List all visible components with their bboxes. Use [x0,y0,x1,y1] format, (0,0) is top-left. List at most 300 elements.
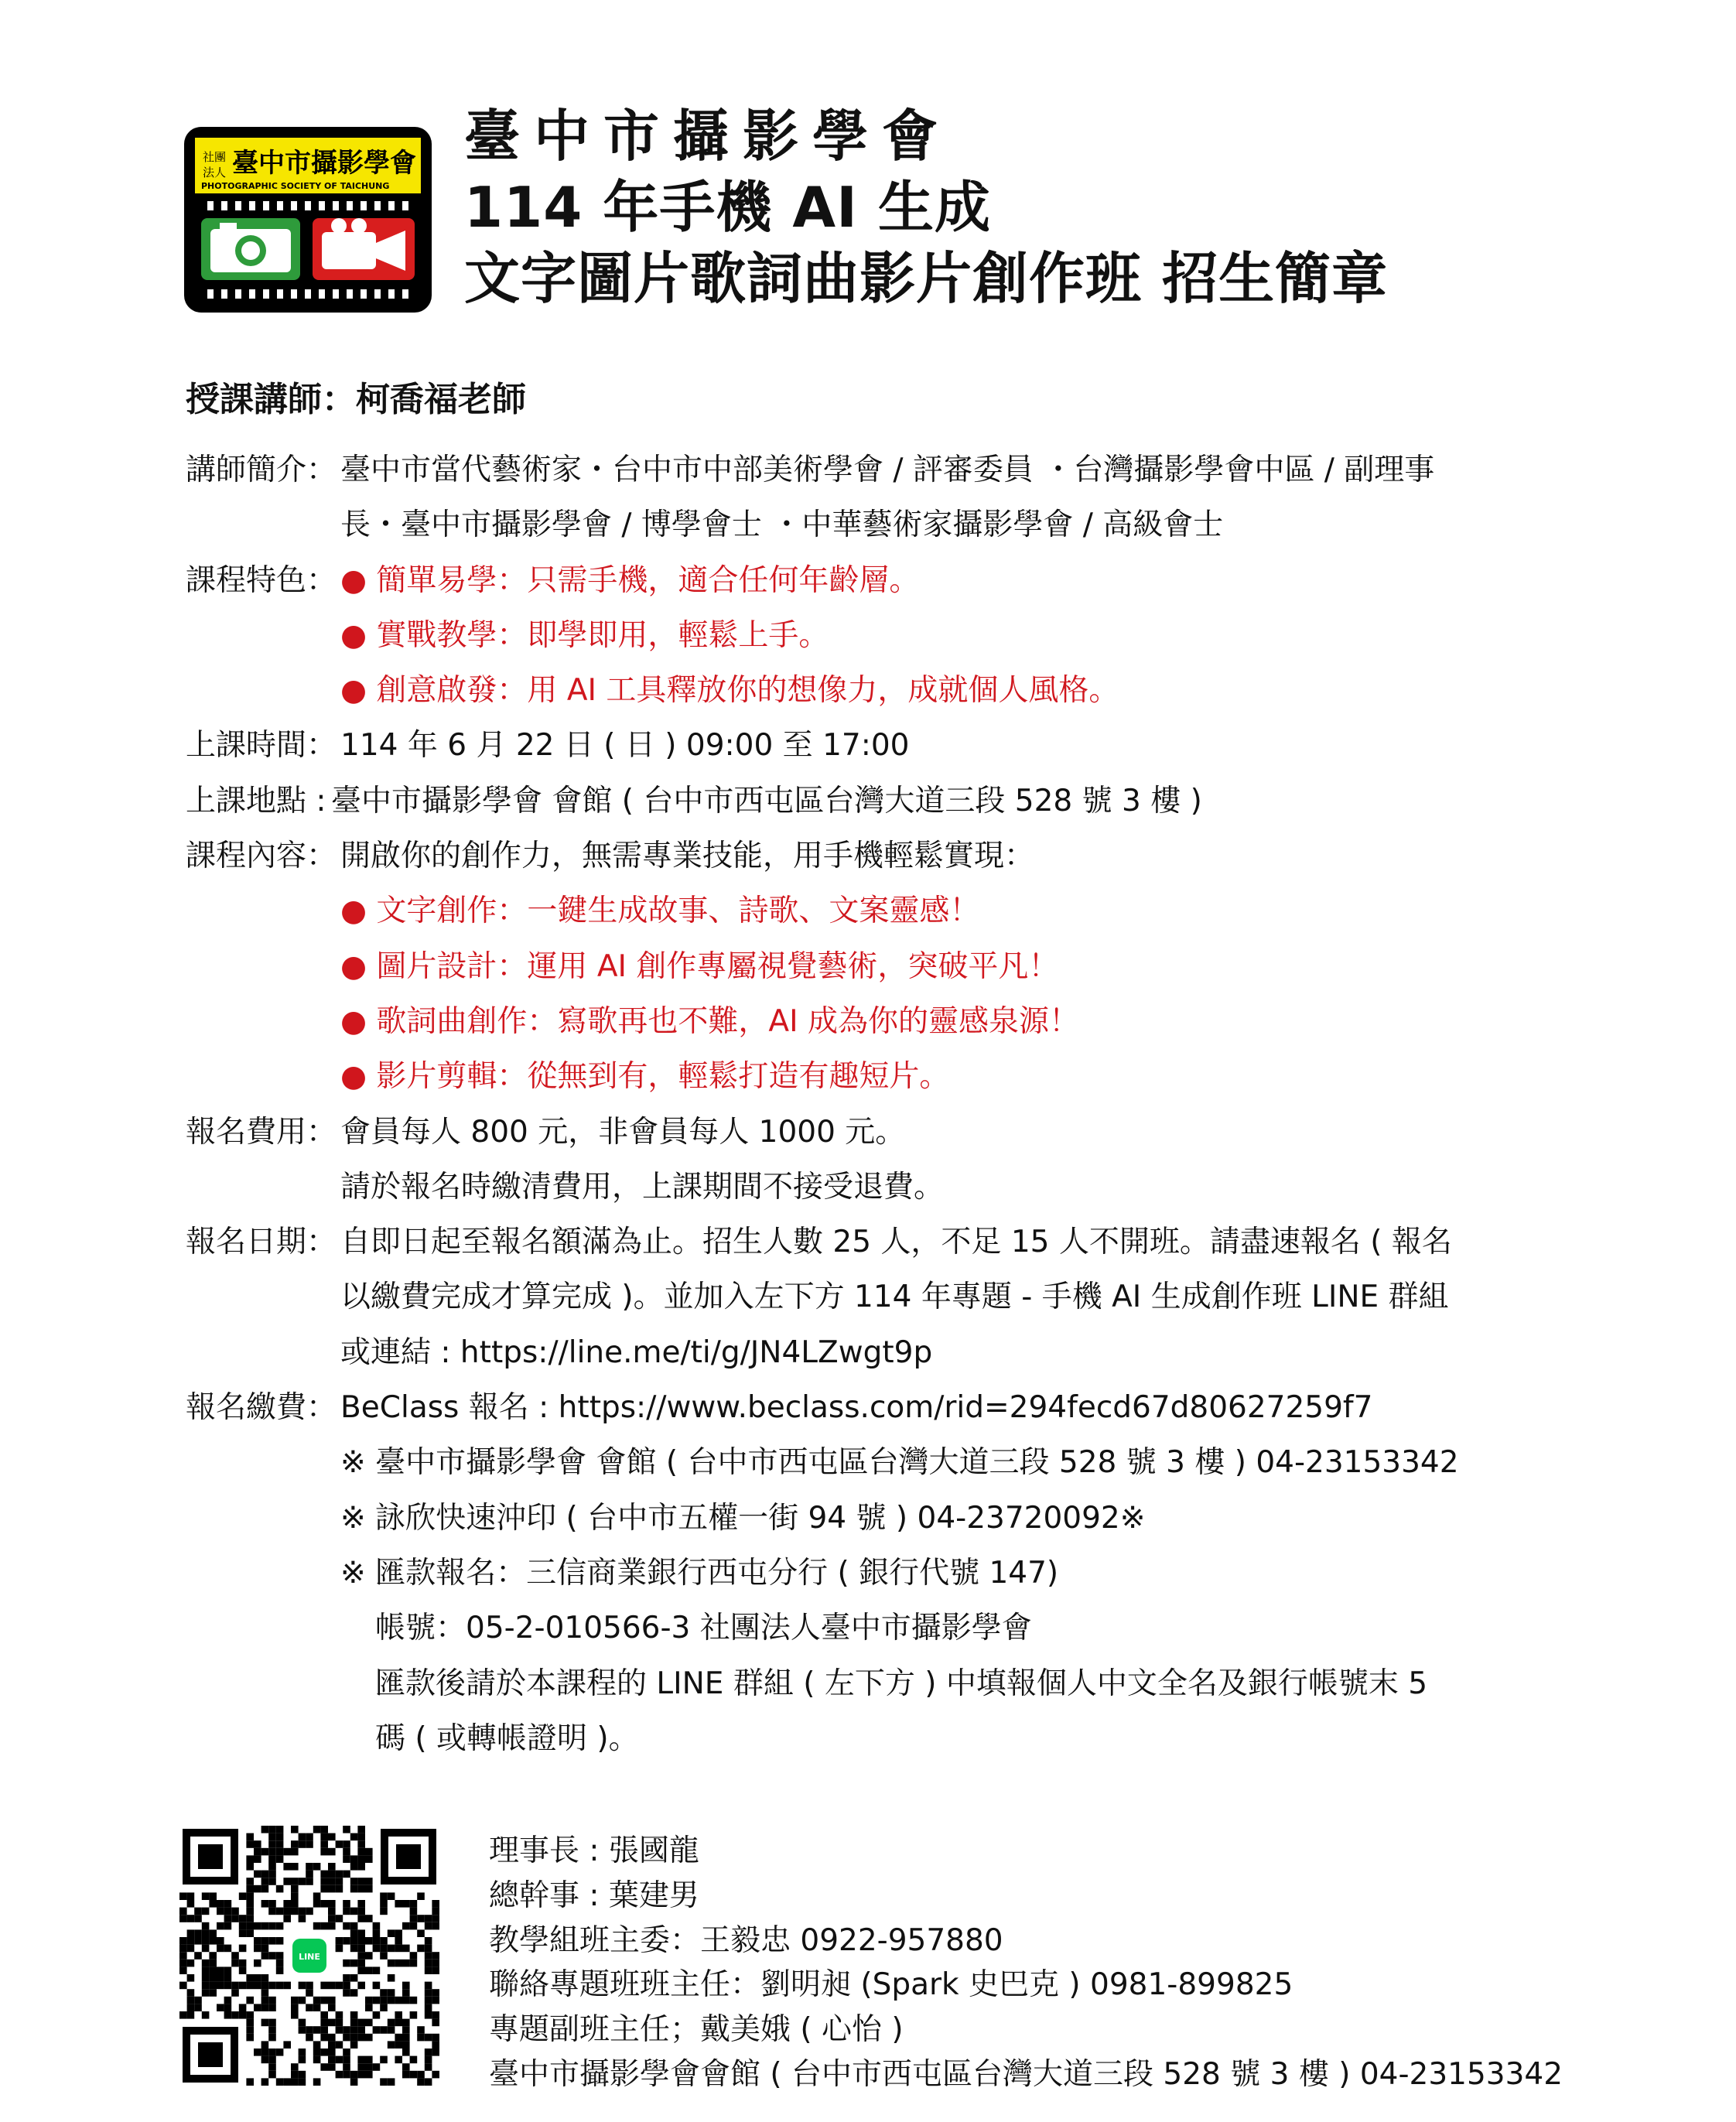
qr-module [224,1922,232,1930]
qr-module [373,1997,381,2004]
qr-module [328,1915,336,1922]
qr-module [380,1945,388,1953]
dates-line-1: 自即日起至報名額滿為止。招生人數 25 人，不足 15 人不開班。請盡速報名 ( 報名 [340,1225,1452,1260]
qr-module [343,1989,350,1997]
qr-module [336,2041,343,2049]
qr-module [246,1833,254,1841]
qr-module [306,2004,313,2011]
qr-module [357,1952,365,1960]
features-row [186,553,1563,608]
qr-module [336,1885,343,1893]
qr-module [388,1960,395,1967]
qr-module [224,1945,232,1953]
qr-module [224,1974,232,1982]
qr-module [261,1871,269,1878]
qr-module [283,1908,291,1915]
qr-module [417,1892,425,1900]
qr-module [291,2063,299,2071]
qr-module [291,2011,299,2019]
qr-module [217,1908,224,1915]
qr-module [402,2034,410,2042]
qr-module [254,1855,261,1863]
qr-module [268,1900,276,1908]
qr-module [328,2041,336,2049]
qr-module [432,2011,439,2019]
qr-module [276,1826,284,1833]
qr-module [246,1840,254,1848]
qr-module [365,2063,373,2071]
qr-module [194,1937,202,1945]
qr-module [357,1929,365,1937]
qr-module [299,1997,306,2004]
qr-module [313,1863,321,1871]
qr-module [246,2034,254,2042]
qr-module [343,2026,350,2034]
qr-module [425,2011,432,2019]
qr-module [343,1855,350,1863]
qr-module [350,1989,358,1997]
qr-module [395,1937,402,1945]
qr-module [432,1997,439,2004]
qr-module [336,2019,343,2027]
qr-module [395,2056,402,2064]
qr-module [254,1974,261,1982]
qr-module [187,1900,195,1908]
qr-module [350,2019,358,2027]
qr-module [283,1900,291,1908]
qr-module [313,2049,321,2056]
qr-module [380,1997,388,2004]
qr-module [320,2063,328,2071]
qr-module [291,2004,299,2011]
qr-module [261,1974,269,1982]
qr-module [410,2071,418,2079]
qr-module [417,2034,425,2042]
content-intro: 開啟你的創作力，無需專業技能，用手機輕鬆實現： [340,839,1035,874]
qr-module [261,2078,269,2086]
qr-module [313,1922,321,1930]
qr-module [299,1915,306,1922]
qr-module [239,1915,247,1922]
qr-module [202,1960,210,1967]
qr-module [276,1952,284,1960]
qr-module [231,1952,239,1960]
qr-module [365,1915,373,1922]
qr-module [224,1908,232,1915]
qr-module [336,1982,343,1990]
qr-module [276,1833,284,1841]
qr-module [187,1892,195,1900]
qr-module [343,1974,350,1982]
qr-module [425,2078,432,2086]
qr-module [231,1982,239,1990]
qr-module [357,2056,365,2064]
qr-module [432,1952,439,1960]
qr-module [357,1885,365,1893]
qr-module [202,1929,210,1937]
qr-module [261,2019,269,2027]
qr-module [432,1989,439,1997]
qr-module [328,1900,336,1908]
dates-link[interactable]: 或連結 : https://line.me/ti/g/JN4LZwgt9p [340,1334,933,1370]
qr-module [402,2071,410,2079]
qr-module [432,2034,439,2042]
qr-module [209,1960,217,1967]
qr-module [261,1826,269,1833]
qr-module [425,1989,432,1997]
qr-module [350,1937,358,1945]
qr-module [365,2034,373,2042]
qr-module [417,2026,425,2034]
qr-module [432,1960,439,1967]
qr-module [179,1960,187,1967]
qr-module [291,1885,299,1893]
qr-module [373,1945,381,1953]
bio-line-2: 長・臺中市攝影學會 / 博學會士 ・中華藝術家攝影學會 / 高級會士 [340,507,1224,543]
qr-module [276,1848,284,1856]
contact-teaching-chair: 教學組班主委：王毅忠 0922-957880 [489,1922,1003,1958]
title-line-3: 文字圖片歌詞曲影片創作班 招生簡章 [464,246,1389,311]
content-item: ● 影片剪輯：從無到有，輕鬆打造有趣短片。 [340,1059,950,1095]
qr-module [261,2041,269,2049]
qr-module [432,1915,439,1922]
qr-module [350,1974,358,1982]
title-block [464,101,1388,314]
qr-module [410,1908,418,1915]
qr-module [380,1900,388,1908]
qr-module [417,1929,425,1937]
qr-module [246,1855,254,1863]
qr-module [268,2049,276,2056]
place-value: 臺中市攝影學會 會館 ( 台中市西屯區台灣大道三段 528 號 3 樓 ) [331,783,1202,818]
qr-module [395,2011,402,2019]
qr-module [365,1952,373,1960]
qr-module [299,2049,306,2056]
qr-module [328,1871,336,1878]
qr-module [350,2041,358,2049]
qr-module [365,1878,373,1885]
qr-module [350,1833,358,1841]
qr-module [276,1960,284,1967]
qr-module [320,1885,328,1893]
qr-module [320,1848,328,1856]
contact-chairman: 理事長 : 張國龍 [489,1833,699,1868]
qr-module [320,1900,328,1908]
qr-module [217,1945,224,1953]
qr-module [239,1922,247,1930]
qr-module [231,1989,239,1997]
qr-module [402,1997,410,2004]
qr-module [268,2071,276,2079]
fee-line-1: 會員每人 800 元，非會員每人 1000 元。 [340,1114,906,1150]
qr-module [209,1952,217,1960]
qr-module [410,1900,418,1908]
qr-module [291,1878,299,1885]
qr-module [187,1960,195,1967]
qr-module [402,2019,410,2027]
payment-account: 帳號：05-2-010566-3 社團法人臺中市攝影學會 [375,1611,1032,1646]
qr-module [388,1989,395,1997]
qr-module [224,1997,232,2004]
qr-module [209,1989,217,1997]
qr-module [194,1997,202,2004]
qr-module [402,1945,410,1953]
qr-module [187,1937,195,1945]
qr-module [276,2049,284,2056]
qr-module [373,2063,381,2071]
qr-module [239,2011,247,2019]
qr-module [357,2019,365,2027]
qr-module [306,1833,313,1841]
qr-module [231,1960,239,1967]
line-icon-text: LINE [299,1952,320,1962]
qr-module [365,2019,373,2027]
qr-module [291,2078,299,2086]
qr-module [395,2019,402,2027]
qr-module [328,1982,336,1990]
qr-module [276,1967,284,1974]
qr-module [231,2011,239,2019]
qr-module [336,2026,343,2034]
qr-module [239,2004,247,2011]
logo-name: 臺中市攝影學會 [232,148,416,179]
dates-line-2: 以繳費完成才算完成 )。並加入左下方 114 年專題 - 手機 AI 生成創作班 LINE 群組 [340,1280,1449,1315]
qr-module [268,1922,276,1930]
bio-label: 講師簡介： [186,453,337,487]
place-label: 上課地點 : [186,783,326,818]
features-label: 課程特色： [186,562,337,598]
qr-module [350,1929,358,1937]
qr-module [380,1952,388,1960]
qr-module [261,1878,269,1885]
qr-module [299,1982,306,1990]
qr-module [432,1967,439,1974]
qr-module [283,1915,291,1922]
contact-list [489,1829,1563,2097]
qr-module [410,1952,418,1960]
qr-module [179,1982,187,1990]
qr-module [268,1871,276,1878]
payment-beclass-link[interactable]: BeClass 報名 : https://www.beclass.com/rid=294fecd67d80627259f7 [340,1390,1373,1426]
qr-module [350,1908,358,1915]
qr-module [306,1908,313,1915]
qr-module [268,1908,276,1915]
qr-module [268,2026,276,2034]
qr-module [402,2049,410,2056]
qr-module [209,1982,217,1990]
qr-module [336,1878,343,1885]
qr-module [187,1929,195,1937]
qr-module [417,1945,425,1953]
feature-item: ● 簡單易學：只需手機，適合任何年齡層。 [340,562,920,598]
qr-module [425,1997,432,2004]
qr-module [246,1863,254,1871]
qr-module [402,1922,410,1930]
qr-module [336,2056,343,2064]
qr-module [246,1929,254,1937]
qr-module [276,1840,284,1848]
qr-module [194,1952,202,1960]
qr-module [357,1937,365,1945]
qr-module [432,2041,439,2049]
qr-module [217,1982,224,1990]
qr-module [320,2019,328,2027]
qr-module [224,2011,232,2019]
qr-module [425,1967,432,1974]
qr-module [306,1871,313,1878]
qr-module [373,1937,381,1945]
qr-module [395,1945,402,1953]
payment-label: 報名繳費： [186,1390,337,1426]
qr-module [357,1960,365,1967]
qr-module [299,2026,306,2034]
qr-module [350,1863,358,1871]
qr-module [373,2011,381,2019]
qr-module [187,1945,195,1953]
qr-module [261,1922,269,1930]
qr-module [299,2078,306,2086]
qr-module [357,1833,365,1841]
qr-module [365,1848,373,1856]
qr-module [350,1885,358,1893]
qr-module [246,2026,254,2034]
qr-module [299,1878,306,1885]
qr-module [217,1937,224,1945]
qr-module [179,1945,187,1953]
qr-module [239,1945,247,1953]
qr-module [217,1922,224,1930]
qr-module [320,1826,328,1833]
qr-module [217,1900,224,1908]
payment-note: 碼 ( 或轉帳證明 )。 [375,1720,639,1756]
qr-module [231,1908,239,1915]
qr-module [357,1982,365,1990]
bio-row [186,443,1563,497]
qr-module [299,2019,306,2027]
qr-module [313,1997,321,2004]
qr-module [373,1982,381,1990]
qr-module [425,1982,432,1990]
qr-module [254,1960,261,1967]
qr-module [254,2049,261,2056]
qr-module [261,1989,269,1997]
qr-module [224,1982,232,1990]
qr-module [373,1967,381,1974]
qr-module [261,2004,269,2011]
qr-module [320,1982,328,1990]
qr-module [402,1900,410,1908]
time-label: 上課時間： [186,728,337,764]
qr-module [187,2011,195,2019]
qr-module [388,1929,395,1937]
qr-module [343,2049,350,2056]
qr-module [246,1892,254,1900]
qr-module [432,1900,439,1908]
qr-module [313,2004,321,2011]
qr-module [254,1871,261,1878]
content-item: ● 圖片設計：運用 AI 創作專屬視覺藝術，突破平凡！ [340,948,1059,984]
qr-module [373,1929,381,1937]
qr-module [425,1937,432,1945]
qr-module [336,1945,343,1953]
qr-module [357,1908,365,1915]
qr-module [254,1885,261,1893]
qr-module [380,2078,388,2086]
qr-module [179,1967,187,1974]
qr-module [254,1922,261,1930]
qr-module [395,2041,402,2049]
qr-module [425,2004,432,2011]
qr-module [276,1908,284,1915]
payment-note: 匯款後請於本課程的 LINE 群組 ( 左下方 ) 中填報個人中文全名及銀行帳號末 5 [375,1666,1428,1701]
qr-module [268,1997,276,2004]
qr-module [179,1908,187,1915]
qr-module [202,1974,210,1982]
qr-module [291,1997,299,2004]
line-group-qr-code[interactable] [179,1826,439,2086]
qr-module [268,1863,276,1871]
qr-module [268,2056,276,2064]
qr-module [202,1945,210,1953]
qr-module [328,1833,336,1841]
feature-item: ● 創意啟發：用 AI 工具釋放你的想像力，成就個人風格。 [340,673,1119,709]
qr-module [388,1945,395,1953]
qr-module [224,1900,232,1908]
qr-module [388,2078,395,2086]
qr-module [432,1922,439,1930]
qr-module [224,2004,232,2011]
qr-module [357,1848,365,1856]
qr-module [283,1878,291,1885]
qr-module [209,1900,217,1908]
qr-module [425,1960,432,1967]
qr-module [357,1855,365,1863]
qr-module [357,1900,365,1908]
qr-module [320,1871,328,1878]
qr-module [187,1974,195,1982]
qr-module [224,1915,232,1922]
line-app-icon [288,1934,331,1977]
qr-module [187,1915,195,1922]
qr-module [350,2034,358,2042]
qr-module [402,1982,410,1990]
logo-small-2: 法人 [203,166,227,179]
qr-module [402,2041,410,2049]
qr-module [306,2034,313,2042]
qr-module [283,2078,291,2086]
qr-module [313,2041,321,2049]
qr-module [350,1945,358,1953]
qr-module [425,1952,432,1960]
qr-module [343,1848,350,1856]
qr-module [179,2011,187,2019]
qr-module [291,1848,299,1856]
qr-module [388,1997,395,2004]
qr-module [432,2071,439,2079]
qr-module [291,1840,299,1848]
content-item: ● 文字創作：一鍵生成故事、詩歌、文案靈感！ [340,894,980,929]
qr-module [202,1937,210,1945]
qr-module [388,2026,395,2034]
qr-module [313,2078,321,2086]
qr-module [268,2019,276,2027]
qr-module [268,1840,276,1848]
logo-english: PHOTOGRAPHIC SOCIETY OF TAICHUNG [201,181,390,191]
qr-module [350,2078,358,2086]
qr-module [365,2056,373,2064]
qr-module [246,2011,254,2019]
title-line-2: 114 年手機 AI 生成 [464,175,992,240]
